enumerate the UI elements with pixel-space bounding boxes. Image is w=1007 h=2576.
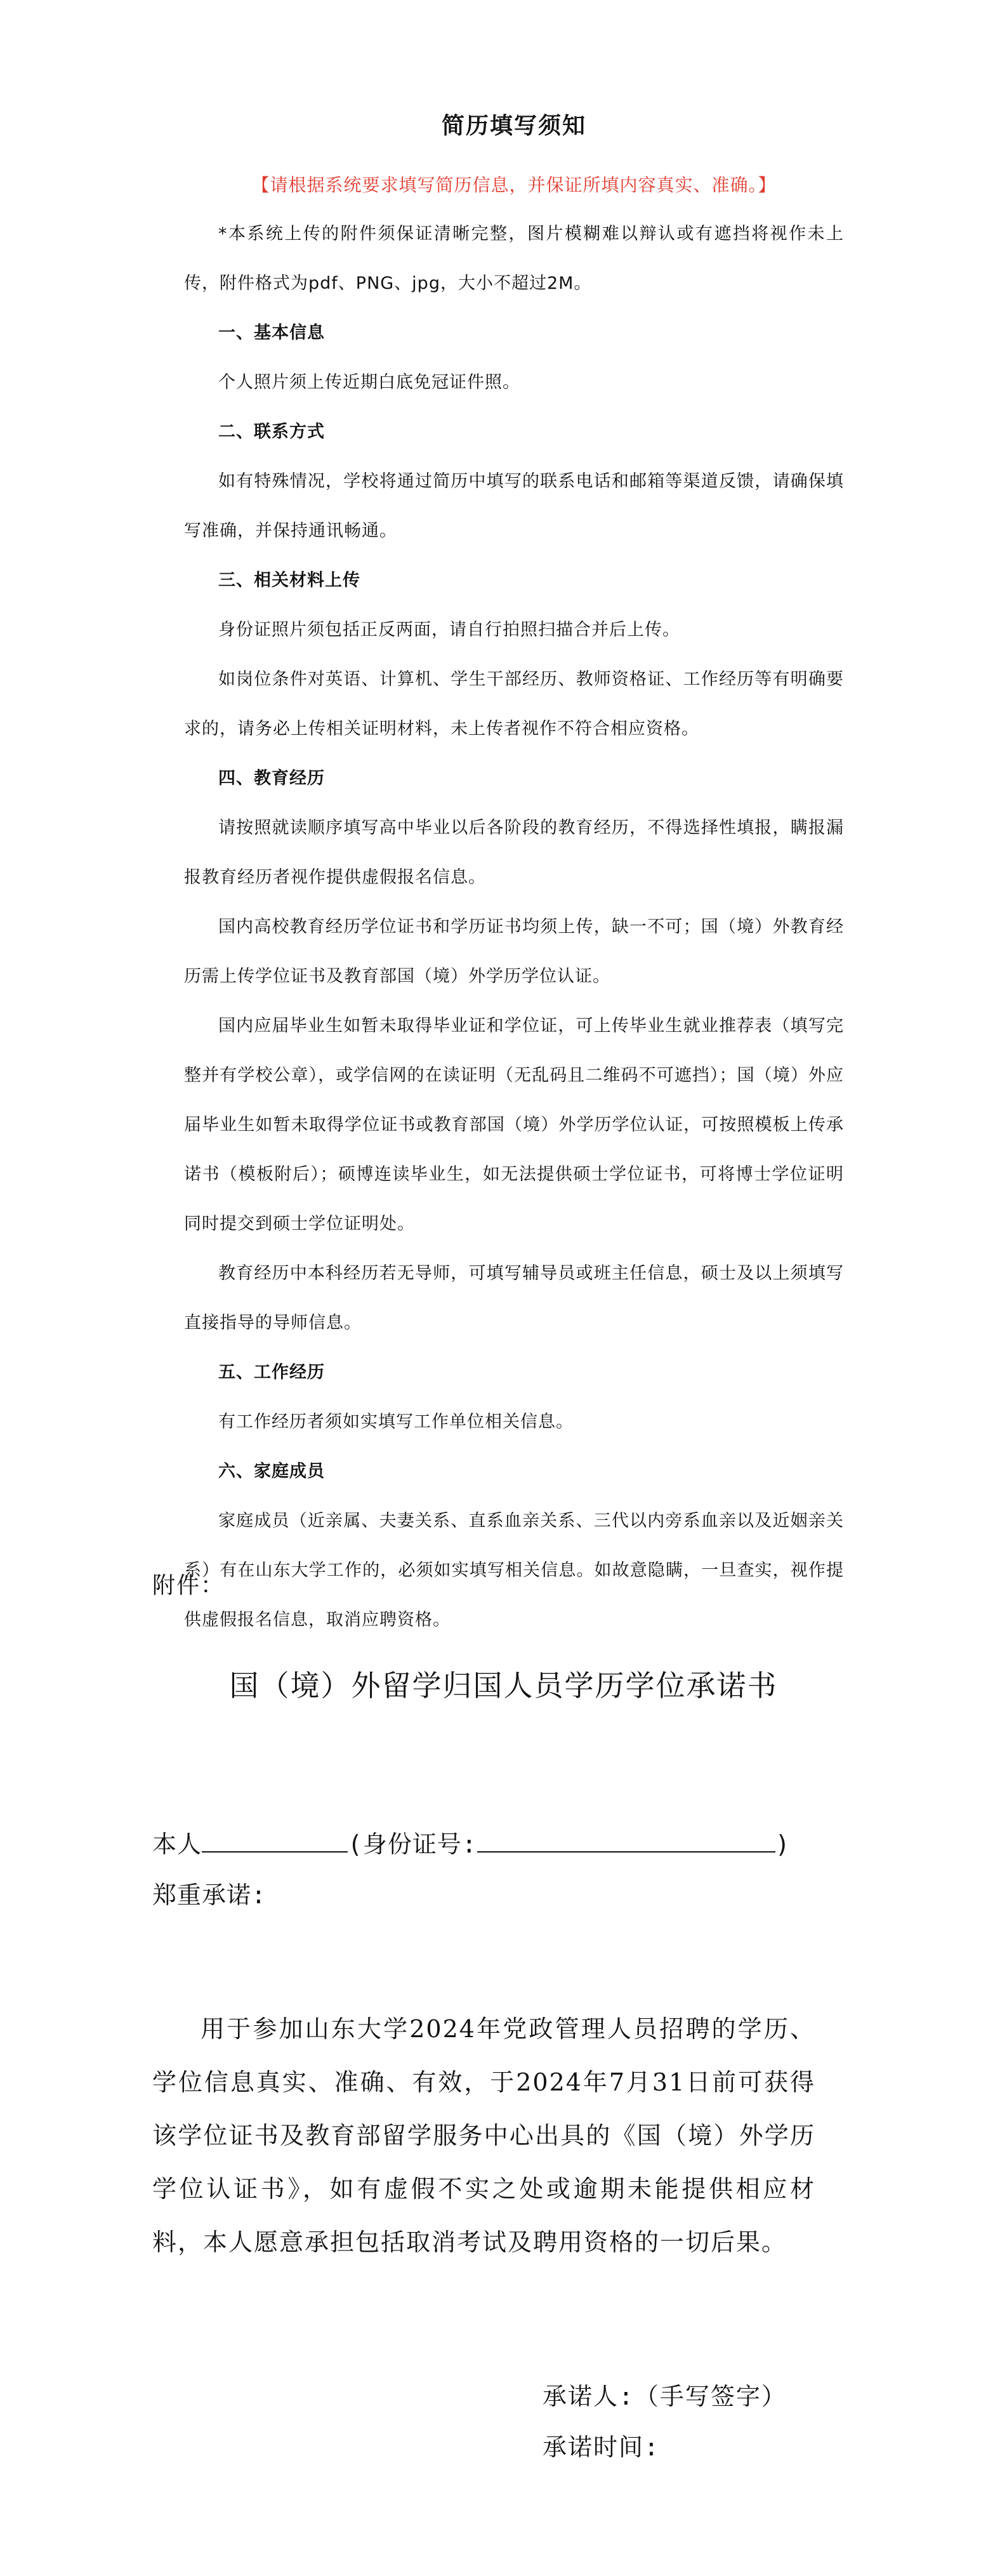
notice-subtitle: 【请根据系统要求填写简历信息，并保证所填内容真实、准确。】 [251,175,777,195]
id-label: (身份证号: [348,1830,477,1858]
pledge-date-line: 承诺时间: [543,2433,660,2461]
section-heading: 一、基本信息 [218,323,325,343]
id-number-blank [477,1830,775,1853]
name-blank [202,1830,348,1853]
attachment-label: 附件： [152,1573,225,1599]
section-paragraph: 有工作经历者须如实填写工作单位相关信息。 [218,1412,574,1432]
section-paragraph: 个人照片须上传近期白底免冠证件照。 [218,373,520,392]
section-heading: 四、教育经历 [218,769,325,788]
self-label: 本人 [152,1830,202,1858]
id-close: ) [775,1830,791,1858]
signer-line: 承诺人:（手写签字） [543,2382,787,2410]
section-paragraph: 国内应届毕业生如暂未取得毕业证和学位证，可上传毕业生就业推荐表（填写完整并有学校公章），或学信网的在读证明（无乱码且二维码不可遮挡）；国（境）外应届毕业生如暂未取得学位证书或教育部国（境）外学历学位认证，可按照模板上传承诺书（模板附后）；硕博连读毕业生，如无法提供硕士学位证书，可将博士学位证明同时提交到硕士学位证明处。 [184,1016,844,1234]
section-paragraph: 请按照就读顺序填写高中毕业以后各阶段的教育经历，不得选择性填报，瞒报漏报教育经历者视作提供虚假报名信息。 [184,818,844,887]
section-paragraph: 教育经历中本科经历若无导师，可填写辅导员或班主任信息，硕士及以上须填写直接指导的导师信息。 [184,1264,844,1333]
pledge-body [152,2002,815,2269]
pledge-paragraph: 用于参加山东大学2024年党政管理人员招聘的学历、学位信息真实、准确、有效，于2024年7月31日前可获得该学位证书及教育部留学服务中心出具的《国（境）外学历学位认证书》，如有虚假不实之处或逾期未能提供相应材料，本人愿意承担包括取消考试及聘用资格的一切后果。 [152,2015,815,2256]
notice-body [184,209,844,1645]
section-paragraph: 国内高校教育经历学位证书和学历证书均须上传，缺一不可；国（境）外教育经历需上传学位证书及教育部国（境）外学历学位认证。 [184,917,844,986]
section-paragraph: 家庭成员（近亲属、夫妻关系、直系血亲关系、三代以内旁系血亲以及近姻亲关系）有在山东大学工作的，必须如实填写相关信息。如故意隐瞒，一旦查实，视作提供虚假报名信息，取消应聘资格。 [184,1511,844,1630]
pledge-title: 国（境）外留学归国人员学历学位承诺书 [229,1668,778,1703]
section-heading: 五、工作经历 [218,1363,325,1382]
section-heading: 三、相关材料上传 [218,571,360,590]
notice-title: 简历填写须知 [441,113,586,139]
section-paragraph: 身份证照片须包括正反两面，请自行拍照扫描合并后上传。 [218,620,680,640]
section-paragraph: 如岗位条件对英语、计算机、学生干部经历、教师资格证、工作经历等有明确要求的，请务必上传相关证明材料，未上传者视作不符合相应资格。 [184,670,844,739]
notice-intro: *本系统上传的附件须保证清晰完整，图片模糊难以辩认或有遮挡将视作未上传，附件格式为pdf、PNG、jpg，大小不超过2M。 [184,224,844,293]
section-heading: 六、家庭成员 [218,1462,325,1481]
section-heading: 二、联系方式 [218,422,325,442]
section-paragraph: 如有特殊情况，学校将通过简历中填写的联系电话和邮箱等渠道反馈，请确保填写准确，并保持通讯畅通。 [184,472,844,541]
solemn-pledge-label: 郑重承诺: [152,1881,267,1909]
pledge-identity-line [152,1825,791,1859]
